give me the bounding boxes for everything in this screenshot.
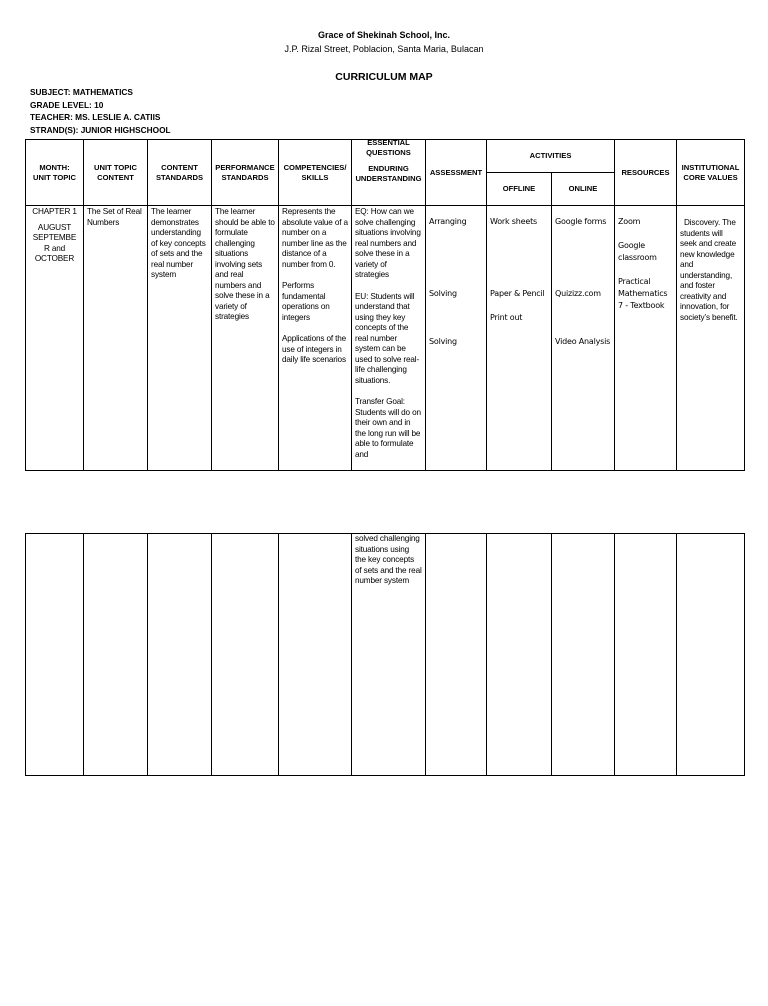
cell-resources: Zoom Google classroom Practical Mathematics 7 - Textbook: [615, 206, 677, 471]
col-offline: OFFLINE: [487, 173, 552, 206]
cell-offline: Work sheets Paper & Pencil Print out: [487, 206, 552, 471]
cell-online: Google forms Quizizz.com Video Analysis: [552, 206, 615, 471]
cell-core-values-cont: [677, 534, 745, 776]
document-meta: [30, 86, 171, 136]
col-essential-questions: ESSENTIAL QUESTIONS ENDURING UNDERSTANDING: [352, 140, 426, 206]
cell-assessment: Arranging Solving Solving: [426, 206, 487, 471]
cell-unit-topic: The Set of Real Numbers: [84, 206, 148, 471]
teacher-line: TEACHER: MS. LESLIE A. CATIIS: [30, 112, 161, 123]
cell-core-values: Discovery. The students will seek and create new knowledge and understanding, and foster creativity and innovation, for society’s benefit.: [677, 206, 745, 471]
col-competencies: COMPETENCIES/ SKILLS: [279, 140, 352, 206]
grade-line: GRADE LEVEL: 10: [30, 99, 104, 110]
col-month: MONTH: UNIT TOPIC: [26, 140, 84, 206]
cell-unit-topic-cont: [84, 534, 148, 776]
cell-performance-standards: The learner should be able to formulate challenging situations involving sets and real numbers and solve these in a variety of strategies: [212, 206, 279, 471]
cell-competencies-cont: [279, 534, 352, 776]
document-title: CURRICULUM MAP: [335, 71, 433, 83]
cell-month: CHAPTER 1 AUGUST SEPTEMBE R and OCTOBER: [26, 206, 84, 471]
cell-content-cont: [148, 534, 212, 776]
curriculum-table-continued: [25, 533, 745, 776]
cell-content-standards: The learner demonstrates understanding of key concepts of sets and the real number system: [148, 206, 212, 471]
school-address: J.P. Rizal Street, Poblacion, Santa Maria, Bulacan: [284, 44, 484, 54]
cell-online-cont: [552, 534, 615, 776]
col-resources: RESOURCES: [615, 140, 677, 206]
col-content-standards: CONTENT STANDARDS: [148, 140, 212, 206]
cell-performance-cont: [212, 534, 279, 776]
cell-assessment-cont: [426, 534, 487, 776]
curriculum-table: [25, 139, 745, 471]
col-unit-topic: UNIT TOPIC CONTENT: [84, 140, 148, 206]
cell-competencies: Represents the absolute value of a number on a number line as the distance of a number from 0. Performs fundamental operations on integers Applications of the use of integers in daily life scenarios: [279, 206, 352, 471]
school-name: Grace of Shekinah School, Inc.: [317, 30, 451, 40]
cell-essential-questions: EQ: How can we solve challenging situations involving real numbers and solve these in a variety of strategies EU: Students will understand that using they key concepts of the real number system can be used to solve real-life challenging situations. Transfer Goal: Students will do on their own and in the long run will be able to formulate and: [352, 206, 426, 471]
col-activities: ACTIVITIES: [487, 140, 615, 173]
cell-resources-cont: [615, 534, 677, 776]
subject-line: SUBJECT: MATHEMATICS: [30, 87, 133, 97]
cell-month-cont: [26, 534, 84, 776]
cell-essential-cont: solved challenging situations using the key concepts of sets and the real number system: [352, 534, 426, 776]
col-core-values: INSTITUTIONAL CORE VALUES: [677, 140, 745, 206]
col-online: ONLINE: [552, 173, 615, 206]
cell-offline-cont: [487, 534, 552, 776]
col-assessment: ASSESSMENT: [426, 140, 487, 206]
col-performance-standards: PERFORMANCE STANDARDS: [212, 140, 279, 206]
strand-line: STRAND(S): JUNIOR HIGHSCHOOL: [30, 124, 171, 135]
